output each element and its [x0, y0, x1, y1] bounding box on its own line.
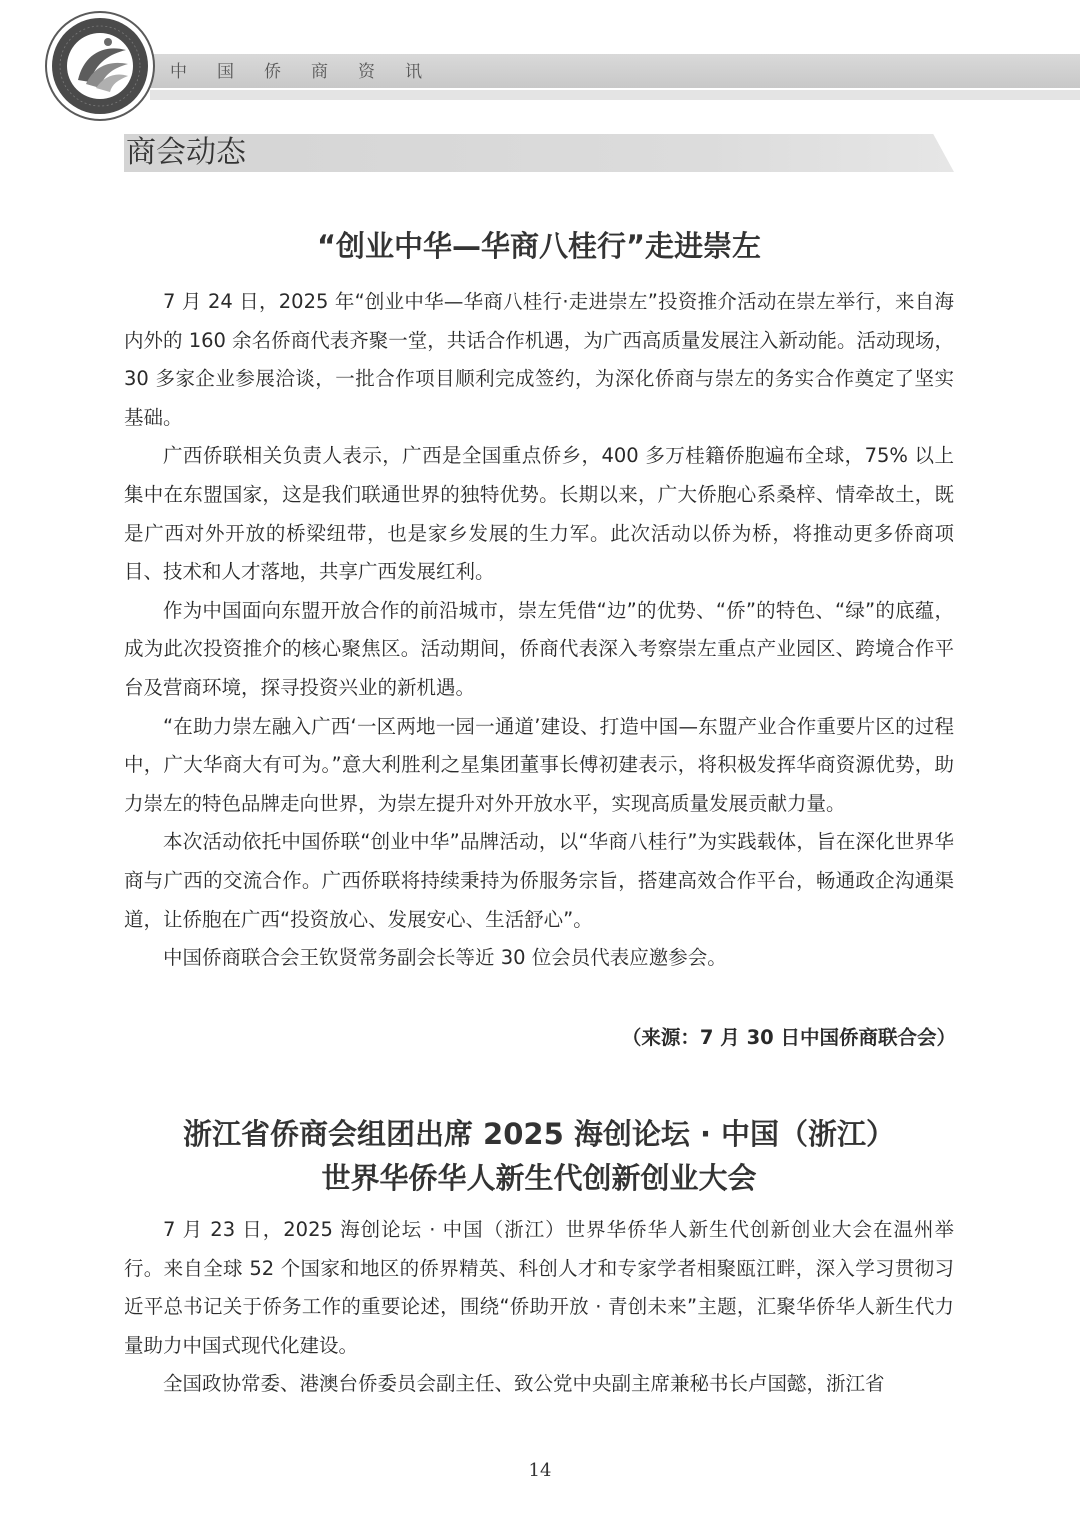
section-title: 商会动态: [126, 135, 246, 170]
page-number: 14: [528, 1460, 552, 1481]
article-2-title-line: 浙江省侨商会组团出席 2025 海创论坛 · 中国（浙江）: [182, 1117, 896, 1151]
article-2-title-line: 世界华侨华人新生代创新创业大会: [321, 1161, 757, 1195]
article-1-body: [124, 283, 954, 978]
article-1-title-line: “创业中华—华商八桂行”走进崇左: [316, 229, 762, 263]
article-1-paragraph: 7 月 24 日，2025 年“创业中华—华商八桂行·走进崇左”投资推介活动在崇左举行，来自海内外的 160 余名侨商代表齐聚一堂，共话合作机遇，为广西高质量发展注入新动能。活动现场，30 多家企业参展洽谈，一批合作项目顺利完成签约，为深化侨商与崇左的务实合作奠定了坚实基础。: [124, 290, 954, 429]
section-banner: [124, 134, 954, 172]
article-1-paragraph: “在助力崇左融入广西‘一区两地一园一通道’建设、打造中国—东盟产业合作重要片区的过程中，广大华商大有可为。”意大利胜利之星集团董事长傅初建表示，将积极发挥华商资源优势，助力崇左的特色品牌走向世界，为崇左提升对外开放水平，实现高质量发展贡献力量。: [124, 714, 954, 815]
article-1-paragraph: 广西侨联相关负责人表示，广西是全国重点侨乡，400 多万桂籍侨胞遍布全球，75% 以上集中在东盟国家，这是我们联通世界的独特优势。长期以来，广大侨胞心系桑梓、情牵故土，既是广西对外开放的桥梁纽带，也是家乡发展的生力军。此次活动以侨为桥，将推动更多侨商项目、技术和人才落地，共享广西发展红利。: [124, 444, 954, 584]
article-2-title: [124, 1112, 954, 1200]
federation-logo-icon: [44, 10, 156, 122]
article-1-paragraph: 作为中国面向东盟开放合作的前沿城市，崇左凭借“边”的优势、“侨”的特色、“绿”的底蕴，成为此次投资推介的核心聚焦区。活动期间，侨商代表深入考察崇左重点产业园区、跨境合作平台及营商环境，探寻投资兴业的新机遇。: [124, 598, 954, 699]
article-2-paragraph: 7 月 23 日，2025 海创论坛 · 中国（浙江）世界华侨华人新生代创新创业大会在温州举行。来自全球 52 个国家和地区的侨界精英、科创人才和专家学者相聚瓯江畔，深入学习贯彻习近平总书记关于侨务工作的重要论述，围绕“侨助开放 · 青创未来”主题，汇聚华侨华人新生代力量助力中国式现代化建设。: [124, 1218, 954, 1357]
publication-title: 中国侨商资讯: [170, 62, 452, 82]
article-1-paragraph: 本次活动依托中国侨联“创业中华”品牌活动，以“华商八桂行”为实践载体，旨在深化世界华商与广西的交流合作。广西侨联将持续秉持为侨服务宗旨，搭建高效合作平台，畅通政企沟通渠道，让侨胞在广西“投资放心、发展安心、生活舒心”。: [124, 830, 954, 931]
article-2-body: [124, 1211, 954, 1404]
article-1-title: [124, 224, 954, 268]
header-band-shadow: [150, 90, 1080, 100]
article-2-paragraph: 全国政协常委、港澳台侨委员会副主任、致公党中央副主席兼秘书长卢国懿，浙江省: [163, 1372, 885, 1396]
article-1-paragraph: 中国侨商联合会王钦贤常务副会长等近 30 位会员代表应邀参会。: [163, 946, 727, 970]
article-1-source: （来源：7 月 30 日中国侨商联合会）: [621, 1026, 956, 1049]
